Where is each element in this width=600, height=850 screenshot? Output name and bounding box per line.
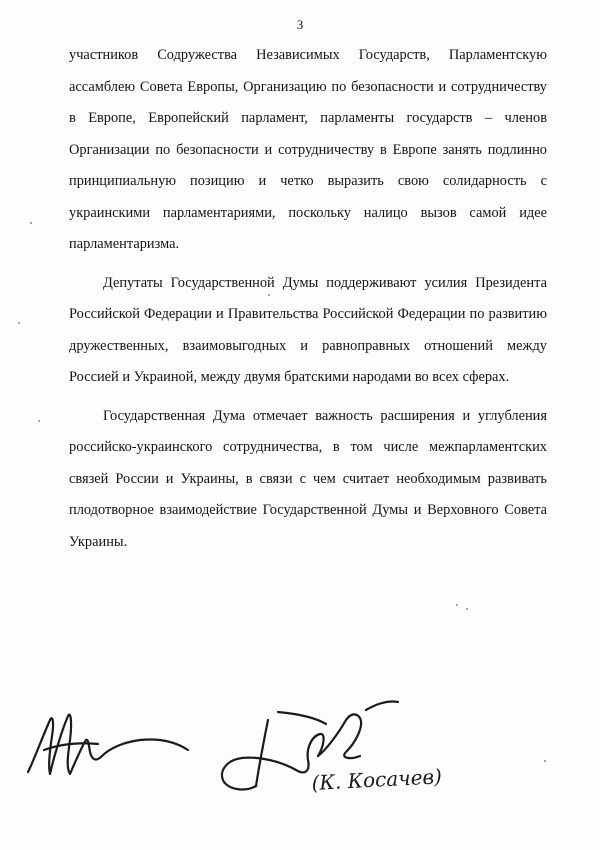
scan-speck [268,294,270,296]
paragraph-support-efforts: Депутаты Государственной Думы поддерживают усилия Президента Российской Федерации и Правительства Российской Федерации по развитию дружественных, взаимовыгодных и равноправных отношений между Россией и Украиной, между двумя братскими народами во всех сферах. [69,274,547,385]
signature-block [20,690,580,810]
scan-speck [38,420,40,422]
page-number: 3 [296,17,304,32]
document-body [69,40,547,565]
handwritten-name: (К. Косачев) [311,764,443,795]
paragraph-cooperation: Государственная Дума отмечает важность расширения и углубления российско-украинского сотрудничества, в том числе межпарламентских связей России и Украины, в связи с чем считает необходимым развивать плодотворное взаимодействие Государственной Думы и Верховного Совета Украины. [69,407,547,550]
scan-speck [544,760,546,762]
signature-first [28,715,188,774]
scan-speck [456,604,458,606]
signatures-image [20,690,580,810]
scan-speck [466,608,468,610]
paragraph-continuation: участников Содружества Независимых Государств, Парламентскую ассамблею Совета Европы, Организацию по безопасности и сотрудничеству в Европе, Европейский парламент, парламенты государств – членов Организации по безопасности и сотрудничеству в Европе занять подлинно принципиальную позицию и четко выразить свою солидарность с украинскими парламентариями, поскольку налицо вызов самой идее парламентаризма. [69,47,547,252]
scan-speck [30,222,32,224]
scan-speck [18,322,20,324]
